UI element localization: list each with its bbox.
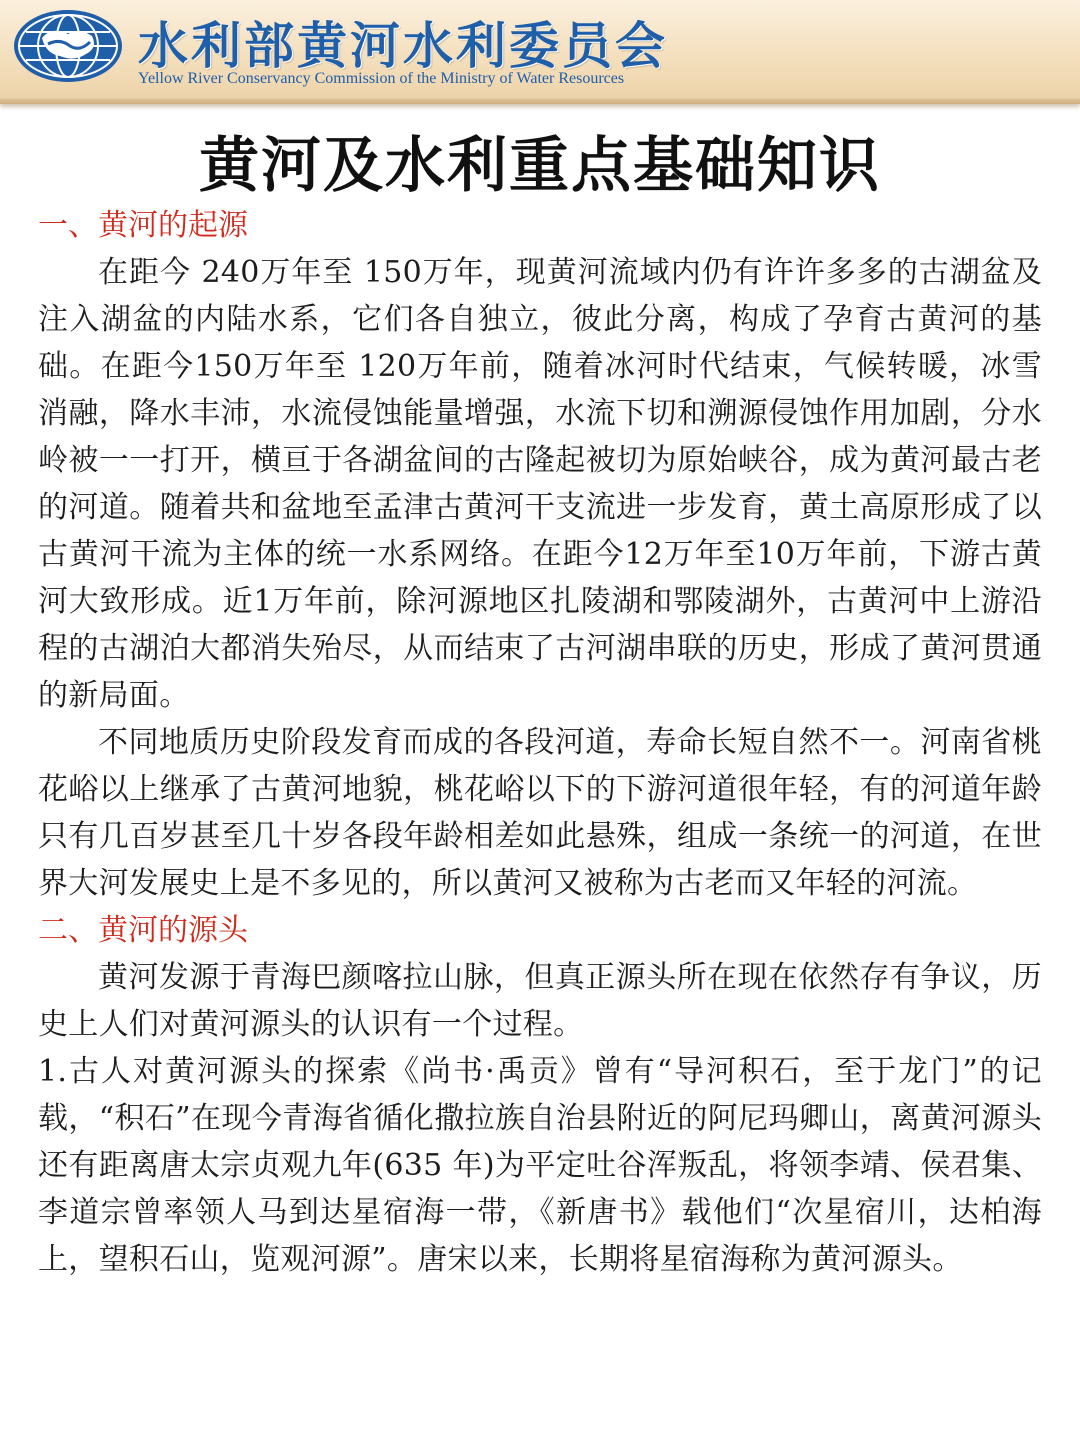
section-heading: 一、黄河的起源 (38, 208, 248, 243)
section-origin (38, 202, 1042, 907)
article-body (38, 202, 1042, 1283)
header-banner (0, 0, 1080, 104)
org-name-en: Yellow River Conservancy Commission of the Ministry of Water Resources (138, 70, 625, 87)
numbered-paragraph: 1.古人对黄河源头的探索《尚书·禹贡》曾有“导河积石，至于龙门”的记载，“积石”在现今青海省循化撒拉族自治县附近的阿尼玛卿山，离黄河源头还有距离唐太宗贞观九年(635 年)为平定吐谷浑叛乱，将领李靖、侯君集、李道宗曾率领人马到达星宿海一带，《新唐书》载他们“次星宿川，达柏海上，望积石山，览观河源”。唐宋以来，长期将星宿海称为黄河源头。 (38, 1054, 1042, 1277)
paragraph: 在距今 240万年至 150万年，现黄河流域内仍有许许多多的古湖盆及注入湖盆的内陆水系，它们各自独立，彼此分离，构成了孕育古黄河的基础。在距今150万年至 120万年前，随着冰河时代结束，气候转暖，冰雪消融，降水丰沛，水流侵蚀能量增强，水流下切和溯源侵蚀作用加剧，分水岭被一一打开，横亘于各湖盆间的古隆起被切为原始峡谷，成为黄河最古老的河道。随着共和盆地至孟津古黄河干支流进一步发育，黄土高原形成了以古黄河干流为主体的统一水系网络。在距今12万年至10万年前，下游古黄河大致形成。近1万年前，除河源地区扎陵湖和鄂陵湖外，古黄河中上游沿程的古湖泊大都消失殆尽，从而结束了古河湖串联的历史，形成了黄河贯通的新局面。 (38, 255, 1042, 713)
org-name-cn: 水利部黄河水利委员会 (138, 16, 668, 75)
yrcc-globe-logo-icon (12, 8, 124, 84)
paragraph: 黄河发源于青海巴颜喀拉山脉，但真正源头所在现在依然存有争议，历史上人们对黄河源头的认识有一个过程。 (38, 960, 1042, 1042)
paragraph: 不同地质历史阶段发育而成的各段河道，寿命长短自然不一。河南省桃花峪以上继承了古黄河地貌，桃花峪以下的下游河道很年轻，有的河道年龄只有几百岁甚至几十岁各段年龄相差如此悬殊，组成一条统一的河道，在世界大河发展史上是不多见的，所以黄河又被称为古老而又年轻的河流。 (38, 725, 1042, 901)
section-source (38, 907, 1042, 1283)
page-title: 黄河及水利重点基础知识 (199, 131, 881, 201)
section-heading: 二、黄河的源头 (38, 913, 248, 948)
